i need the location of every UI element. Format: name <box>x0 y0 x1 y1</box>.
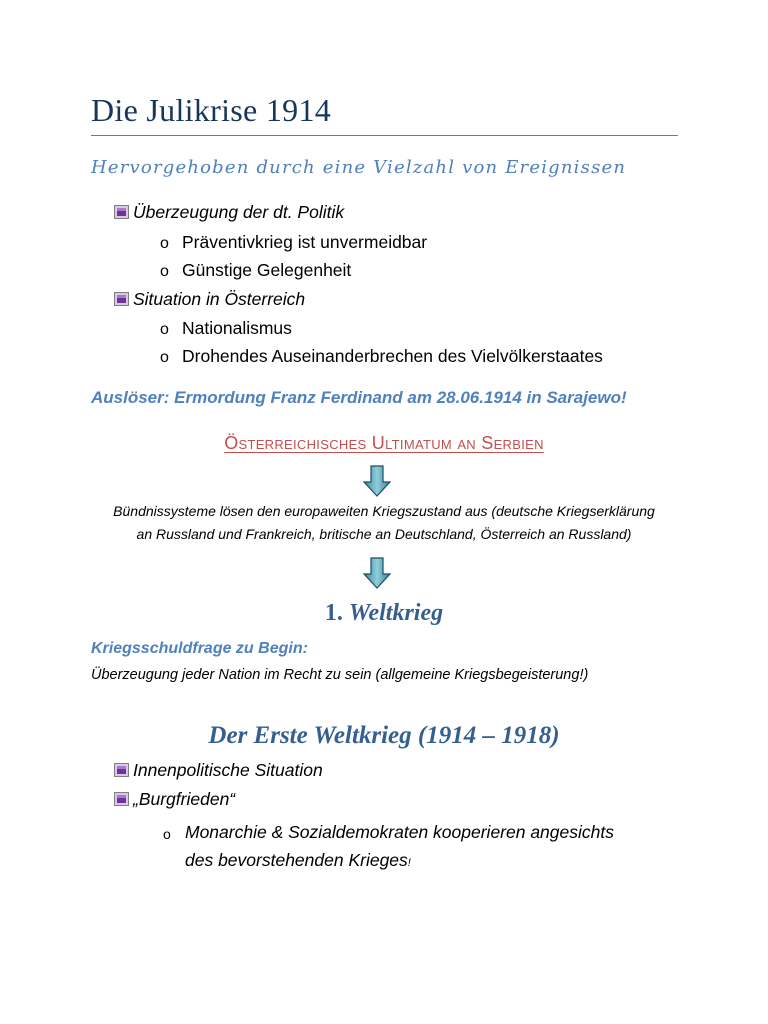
bullet-item <box>114 760 323 782</box>
circle-bullet-icon: o <box>160 349 169 366</box>
world-war-heading <box>0 600 768 627</box>
sub-item-line: Monarchie & Sozialdemokraten kooperieren angesichts <box>185 822 614 842</box>
sub-item-label: Präventivkrieg ist unvermeidbar <box>182 232 428 252</box>
ultimatum-heading <box>0 433 768 454</box>
down-arrow-icon <box>362 557 392 589</box>
circle-bullet-icon: o <box>160 321 169 338</box>
sub-item-label: Nationalismus <box>182 318 292 338</box>
alliance-line: an Russland und Frankreich, britische an Deutschland, Österreich an Russland) <box>136 526 632 542</box>
bullet-label: Überzeugung der dt. Politik <box>133 202 345 222</box>
circle-bullet-icon: o <box>160 263 169 280</box>
sub-item <box>160 232 427 253</box>
alliance-line: Bündnissysteme lösen den europaweiten Kriegszustand aus (deutsche Kriegserklärung <box>113 503 655 519</box>
square-bullet-icon <box>114 763 129 777</box>
world-war-number: 1. <box>324 600 343 626</box>
sub-item-label: Drohendes Auseinanderbrechen des Vielvölkerstaates <box>182 346 603 366</box>
sub-item-label: Günstige Gelegenheit <box>182 260 352 280</box>
ultimatum-text: Österreichisches Ultimatum an Serbien <box>224 433 544 453</box>
bullet-item <box>114 789 235 811</box>
bullet-item <box>114 289 305 311</box>
sub-item-label <box>185 818 683 877</box>
bullet-label: Innenpolitische Situation <box>133 760 323 780</box>
alliance-paragraph <box>60 500 708 546</box>
bullet-item <box>114 202 344 224</box>
page-subtitle: Hervorgehoben durch eine Vielzahl von Ereignissen <box>91 157 627 178</box>
circle-bullet-icon: o <box>160 235 169 252</box>
section-heading: Der Erste Weltkrieg (1914 – 1918) <box>208 722 560 749</box>
war-guilt-text: Überzeugung jeder Nation im Recht zu sein (allgemeine Kriegsbegeisterung!) <box>91 667 589 683</box>
page-title: Die Julikrise 1914 <box>91 92 332 128</box>
square-bullet-icon <box>114 205 129 219</box>
sub-item <box>160 346 603 367</box>
sub-item <box>163 818 683 877</box>
world-war-word: Weltkrieg <box>348 600 444 626</box>
down-arrow-icon <box>362 465 392 497</box>
exclamation-mark: ! <box>407 857 411 869</box>
sub-item <box>160 318 292 339</box>
square-bullet-icon <box>114 792 129 806</box>
circle-bullet-icon: o <box>163 826 171 842</box>
sub-item <box>160 260 351 281</box>
trigger-statement: Auslöser: Ermordung Franz Ferdinand am 28.06.1914 in Sarajewo! <box>91 388 627 407</box>
war-guilt-label: Kriegsschuldfrage zu Begin: <box>91 640 308 657</box>
sub-item-line: des bevorstehenden Krieges <box>185 850 408 870</box>
bullet-label: Situation in Österreich <box>133 289 306 309</box>
square-bullet-icon <box>114 292 129 306</box>
bullet-label: „Burgfrieden“ <box>133 789 236 809</box>
title-divider <box>91 135 678 136</box>
